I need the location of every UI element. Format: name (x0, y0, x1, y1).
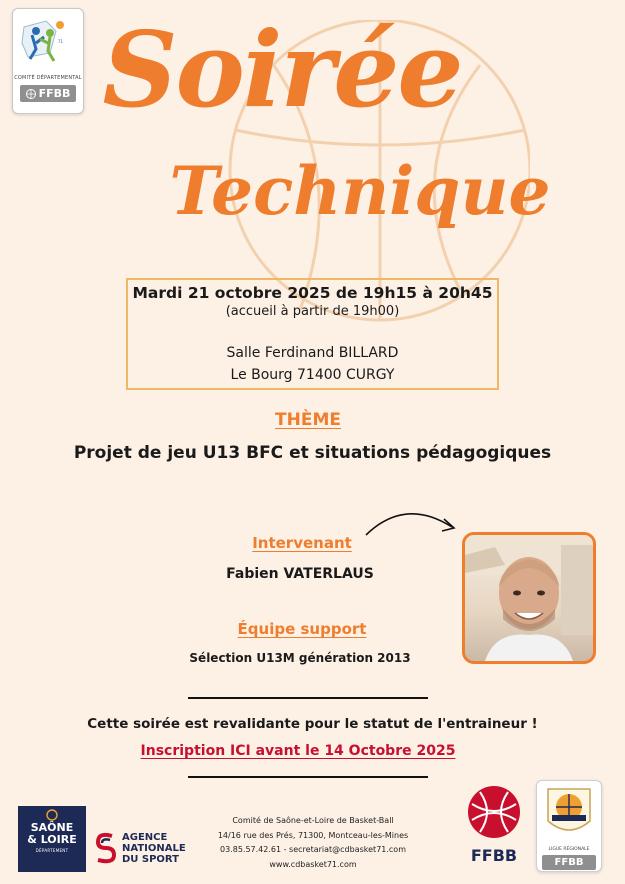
saone-loire-line-1: SAÔNE (30, 821, 74, 834)
event-venue: Salle Ferdinand BILLARD (226, 345, 399, 361)
speaker-heading: Intervenant (252, 534, 352, 552)
ffbb-wordmark: FFBB (470, 846, 518, 865)
title-line-2: Technique (169, 152, 551, 230)
ligue-caption: LIGUE RÉGIONALE (548, 847, 590, 852)
footer-website: www.cdbasket71.com (269, 859, 357, 869)
ffbb-badge-label: FFBB (38, 87, 71, 100)
event-date: Mardi 21 octobre 2025 de 19h15 à 20h45 (132, 284, 493, 302)
support-heading: Équipe support (237, 620, 367, 638)
ligue-regionale-logo (536, 780, 602, 872)
agence-nationale-sport-logo (92, 828, 202, 868)
divider-top (188, 697, 428, 699)
ffbb-logo (462, 784, 526, 870)
saone-loire-sub: DÉPARTEMENT (35, 848, 69, 853)
divider-bottom (188, 776, 428, 778)
speaker-name: Fabien VATERLAUS (226, 566, 374, 582)
revalidation-notice: Cette soirée est revalidante pour le statut de l'entraineur ! (87, 716, 538, 732)
registration-link[interactable]: Inscription ICI avant le 14 Octobre 2025 (140, 743, 456, 759)
ans-line-3: DU SPORT (122, 853, 180, 865)
speaker-portrait-icon (465, 535, 593, 661)
footer-contact: 03.85.57.42.61 - secretariat@cdbasket71.com (220, 845, 406, 854)
ligue-ffbb-badge: FFBB (542, 855, 596, 870)
event-info-box (126, 278, 499, 390)
cd71-logo (12, 8, 84, 114)
seventy-one-icon (45, 809, 59, 821)
svg-text:71: 71 (58, 39, 64, 44)
basketball-players-icon (16, 13, 80, 73)
footer-org: Comité de Saône-et-Loire de Basket-Ball (232, 816, 394, 825)
ans-s-icon (92, 830, 118, 866)
ans-line-1: AGENCE (122, 831, 168, 843)
ffbb-ball-icon (26, 89, 36, 99)
saone-et-loire-logo (18, 806, 86, 872)
title-line-1: Soirée (102, 8, 462, 131)
speaker-photo (462, 532, 596, 664)
theme-text: Projet de jeu U13 BFC et situations pédagogiques (73, 443, 552, 463)
event-welcome-time: (accueil à partir de 19h00) (225, 304, 400, 319)
footer-address: 14/16 rue des Prés, 71300, Montceau-les-Mines (217, 830, 409, 840)
saone-loire-line-2: & LOIRE (27, 833, 77, 846)
event-address: Le Bourg 71400 CURGY (230, 367, 395, 383)
ffbb-ball-icon (466, 784, 522, 840)
ligue-shield-icon (540, 785, 598, 841)
support-text: Sélection U13M génération 2013 (189, 651, 411, 665)
theme-heading: THÈME (275, 410, 341, 430)
footer-address-block (200, 814, 426, 872)
ans-line-2: NATIONALE (122, 842, 186, 854)
event-venue-block (128, 342, 497, 386)
ffbb-badge (20, 85, 77, 102)
cd71-caption: COMITÉ DÉPARTEMENTAL (14, 75, 82, 81)
